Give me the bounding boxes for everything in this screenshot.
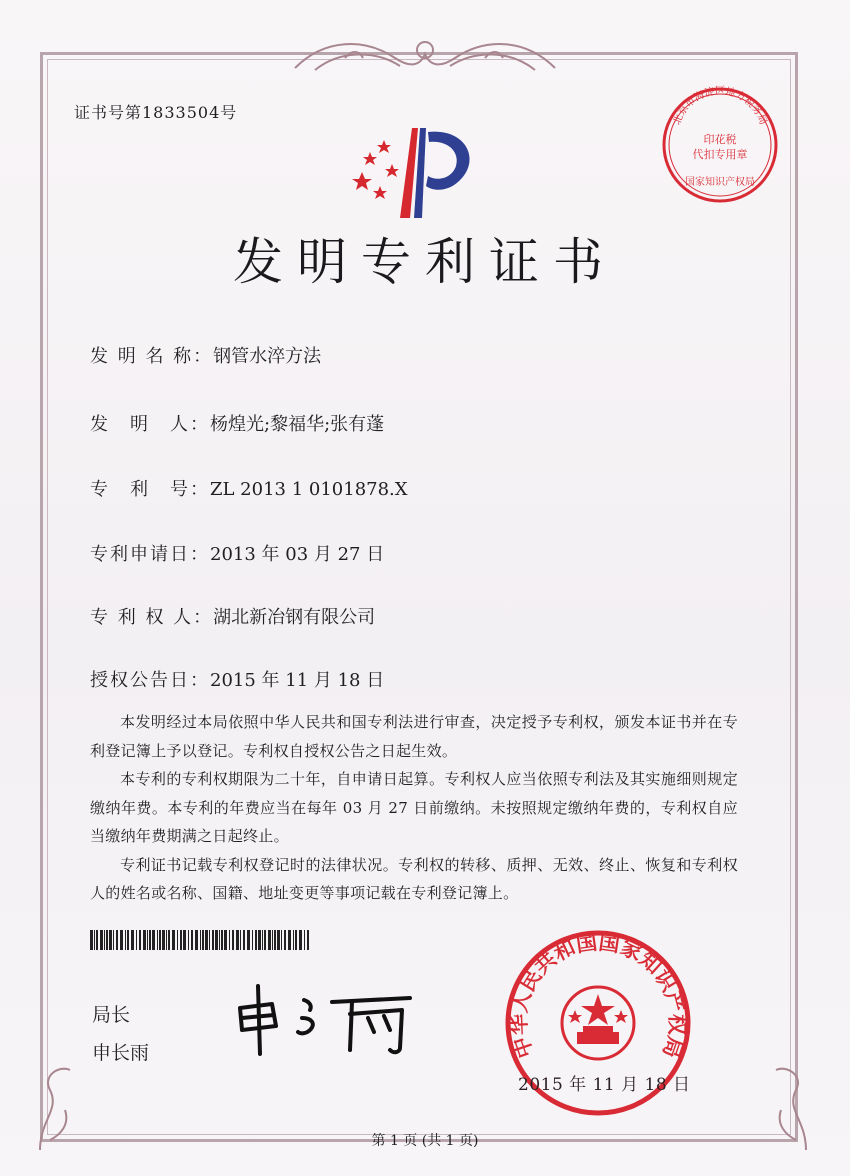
director-title: 局长 (92, 1004, 131, 1026)
field-value: ZL 2013 1 0101878.X (210, 479, 408, 500)
top-ornament (285, 28, 565, 82)
tax-stamp-seal (660, 85, 780, 205)
director-name: 申长雨 (92, 1042, 150, 1064)
patent-office-logo-icon (340, 118, 490, 228)
barcode (90, 930, 312, 950)
body-paragraph: 本专利的专利权期限为二十年，自申请日起算。专利权人应当依照专利法及其实施细则规定缴纳年费。本专利的年费应当在每年 03 月 27 日前缴纳。未按照规定缴纳年费的，专利权自应当缴纳年费期满之日起终止。 (90, 770, 738, 845)
field-grant-date (90, 666, 384, 692)
field-invention-name (90, 342, 321, 368)
field-application-date (90, 540, 384, 566)
field-label: 专 利 权 人： (90, 607, 214, 628)
body-paragraph: 本发明经过本局依照中华人民共和国专利法进行审查，决定授予专利权，颁发本证书并在专利登记簿上予以登记。专利权自授权公告之日起生效。 (90, 713, 738, 760)
director-signature (232, 978, 422, 1058)
field-value: 2013 年 03 月 27 日 (210, 544, 385, 565)
small-seal-bottom: 国家知识产权局 (685, 177, 755, 188)
certificate-body (90, 708, 738, 908)
field-patentee (90, 603, 375, 629)
field-label: 专 利 号： (90, 479, 210, 500)
small-seal-line2: 代扣专用章 (692, 148, 748, 161)
field-label: 专利申请日： (90, 544, 210, 565)
document-title: 发明专利证书 (233, 233, 617, 291)
field-patent-number (90, 475, 408, 501)
small-seal-line1: 印花税 (703, 133, 737, 146)
field-label: 授权公告日： (90, 670, 210, 691)
big-seal-text: 中华人民共和国国家知识产权局 (506, 930, 690, 1061)
svg-text:北京市海淀区地方税务局 (671, 85, 770, 126)
small-seal-text: 北京市海淀区地方税务局 (671, 86, 769, 127)
field-inventors (90, 410, 384, 436)
field-value: 钢管水淬方法 (213, 346, 322, 367)
seal-date: 2015 年 11 月 18 日 (518, 1075, 691, 1095)
field-value: 2015 年 11 月 18 日 (210, 670, 385, 691)
field-label: 发 明 名 称： (90, 346, 214, 367)
field-label: 发 明 人： (90, 414, 210, 435)
field-value: 杨煌光;黎福华;张有蓬 (210, 414, 385, 435)
certificate-number: 证书号第1833504号 (74, 103, 238, 122)
body-paragraph: 专利证书记载专利权登记时的法律状况。专利权的转移、质押、无效、终止、恢复和专利权人的姓名或名称、国籍、地址变更等事项记载在专利登记簿上。 (90, 855, 738, 902)
field-value: 湖北新冶钢有限公司 (213, 607, 376, 628)
page-number: 第 1 页 (共 1 页) (371, 1133, 479, 1149)
national-emblem-icon (562, 987, 634, 1059)
